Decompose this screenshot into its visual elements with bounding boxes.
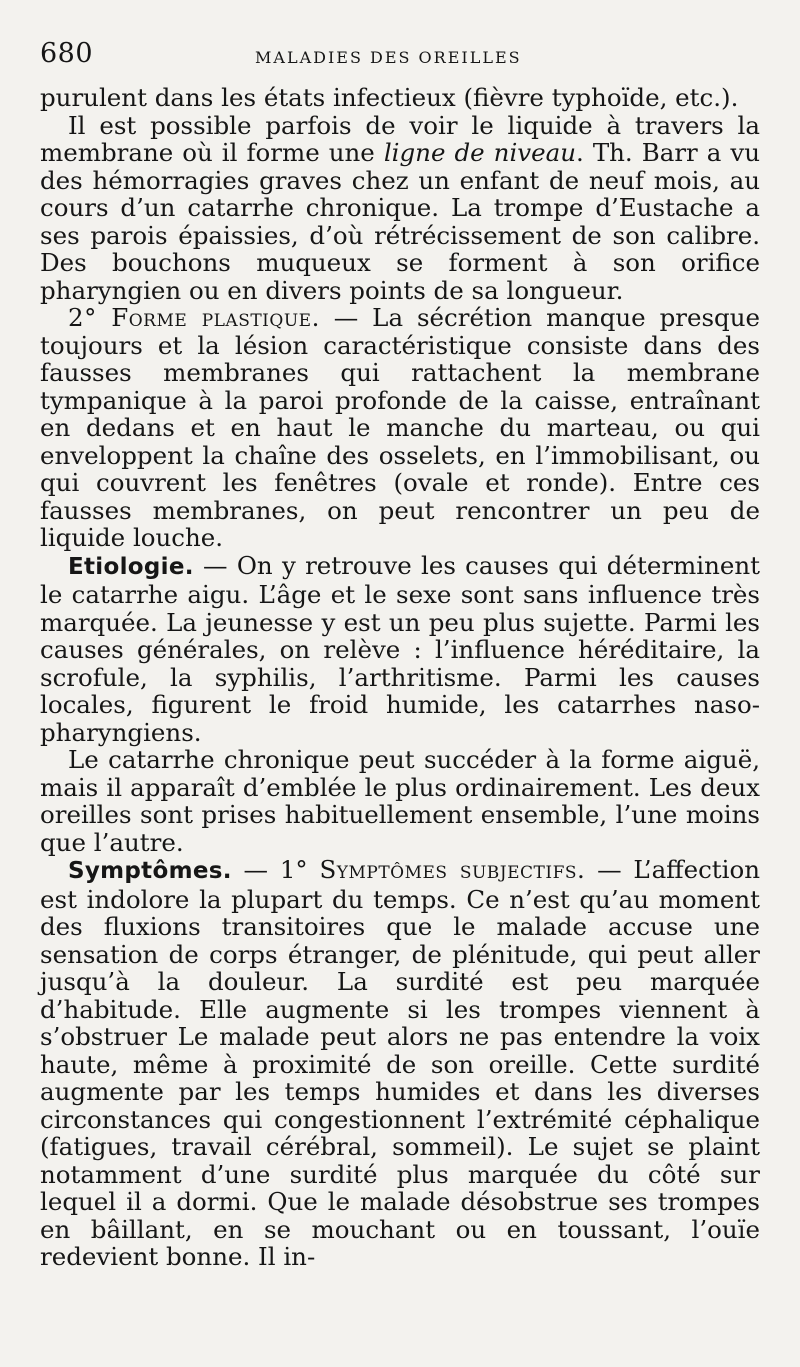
paragraph-liquide (40, 112, 760, 305)
running-title: MALADIES DES OREILLES (255, 48, 522, 67)
emphasis-ligne-de-niveau: ligne de niveau (383, 138, 577, 167)
subheading-symptomes-subjectifs: Symptômes subjectifs. (319, 855, 586, 884)
paragraph-text: Il est possible parfois de voir le liquide à travers la membrane où il forme une (40, 110, 760, 167)
paragraph-text: Le catarrhe chronique peut succéder à la forme aiguë, mais il apparaît d’emblée le plus ordinairement. Les deux oreilles sont prises habituellement ensemble, l’une moins que l’autre. (40, 745, 760, 857)
heading-etiologie: Etiologie. (68, 553, 194, 580)
paragraph-text: — 1° (231, 855, 320, 884)
paragraph-text: — On y retrouve les causes qui déterminent le catarrhe aigu. L’âge et le sexe sont sans influence très marquée. La jeunesse y est un peu plus sujette. Parmi les causes générales, on relève : l’influence héréditaire, la scrofule, la syphilis, l’arthritisme. Parmi les causes locales, figurent le froid humide, les catarrhes naso-pharyngiens. (40, 550, 760, 747)
paragraph-catarrhe-chronique (40, 746, 760, 856)
page-number: 680 (40, 38, 94, 69)
paragraph-continuation (40, 84, 760, 112)
heading-symptomes: Symptômes. (68, 858, 232, 884)
paragraph-forme-plastique (40, 304, 760, 552)
page-header (40, 38, 760, 78)
paragraph-text: purulent dans les états infectieux (fièvre typhoïde, etc.). (40, 83, 739, 112)
paragraph-text: — L’affection est indolore la plupart du temps. Ce n’est qu’au moment des fluxions transitoires que le malade accuse une sensation de corps étranger, de plénitude, qui peut aller jusqu’à la douleur. La surdité est peu marquée d’habitude. Elle augmente si les trompes viennent à s’obstruer Le malade peut alors ne pas entendre la voix haute, même à proximité de son oreille. Cette surdité augmente par les temps humides et dans les diverses circonstances qui congestionnent l’extrémité céphalique (fatigues, travail cérébral, sommeil). Le sujet se plaint notamment d’une surdité plus marquée du côté sur lequel il a dormi. Que le malade désobstrue ses trompes en bâillant, en se mouchant ou en toussant, l’ouïe redevient bonne. Il in- (40, 855, 761, 1271)
paragraph-etiologie (40, 552, 760, 747)
paragraph-symptomes (40, 856, 760, 1271)
body-text (40, 84, 760, 1271)
subheading-forme-plastique: 2° Forme plastique. (68, 303, 320, 332)
paragraph-text: . Th. Barr a vu des hémorragies graves chez un enfant de neuf mois, au cours d’un catarrhe chronique. La trompe d’Eustache a ses parois épaissies, d’où rétrécissement de son calibre. Des bouchons muqueux se forment à son orifice pharyngien ou en divers points de sa longueur. (40, 138, 761, 305)
paragraph-text: — La sécrétion manque presque toujours et la lésion caractéristique consiste dans des fausses membranes qui rattachent la membrane tympanique à la paroi profonde de la caisse, entraînant en dedans et en haut le manche du marteau, ou qui enveloppent la chaîne des osselets, en l’immobilisant, ou qui couvrent les fenêtres (ovale et ronde). Entre ces fausses membranes, on peut rencontrer un peu de liquide louche. (40, 303, 760, 552)
